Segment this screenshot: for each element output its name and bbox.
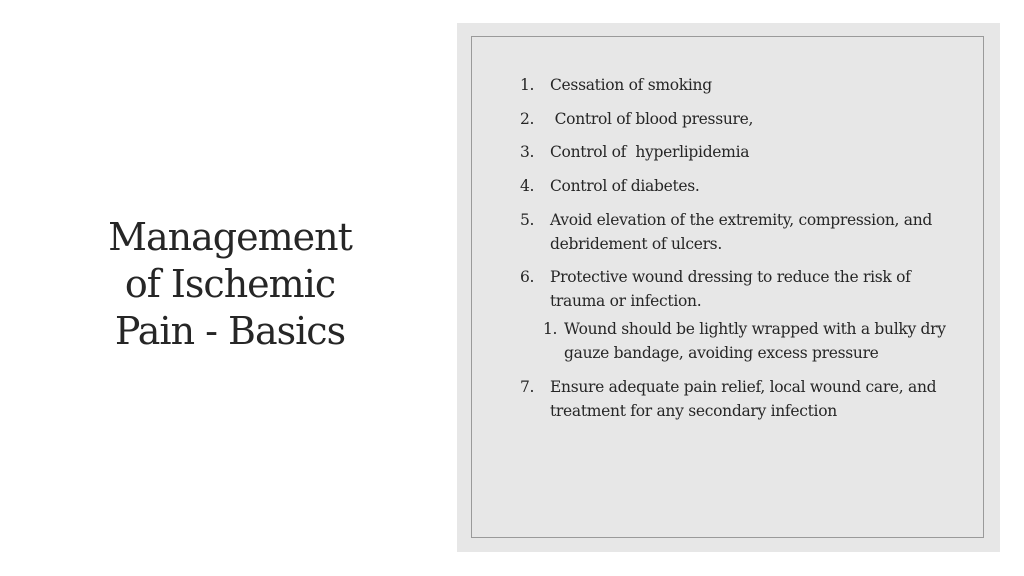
sub-list-item-number: 1. (543, 320, 558, 339)
list-item-number: 5. (520, 210, 535, 229)
list-item (520, 107, 950, 131)
list-item (520, 375, 950, 423)
sub-list-item-text: Wound should be lightly wrapped with a bulky dry gauze bandage, avoiding excess pressure (564, 320, 946, 363)
title-line-1: Management (108, 215, 352, 259)
list-item (520, 174, 950, 198)
list-item-text: Ensure adequate pain relief, local wound care, and treatment for any secondary infection (550, 378, 937, 421)
list-item-text: Protective wound dressing to reduce the risk of trauma or infection. (550, 268, 911, 311)
management-list (520, 73, 950, 433)
list-item-text: Avoid elevation of the extremity, compression, and debridement of ulcers. (550, 210, 933, 253)
list-item (520, 265, 950, 365)
slide-title (60, 214, 400, 355)
list-item-text: Control of hyperlipidemia (550, 143, 750, 162)
content-panel-border (471, 36, 984, 538)
list-item-number: 1. (520, 76, 535, 94)
list-item-number: 2. (520, 109, 535, 128)
sub-list-item (543, 317, 950, 365)
title-line-2: of Ischemic (124, 262, 336, 306)
title-line-3: Pain - Basics (114, 309, 346, 353)
list-item-number: 4. (520, 177, 535, 196)
list-item (520, 140, 950, 164)
list-item-text: Control of diabetes. (550, 177, 700, 196)
list-item-text: Control of blood pressure, (550, 109, 754, 128)
content-panel (457, 23, 1000, 552)
list-item (520, 73, 950, 97)
list-item-number: 3. (520, 143, 535, 162)
list-item-text: Cessation of smoking (550, 76, 712, 94)
list-item-number: 7. (520, 378, 535, 397)
list-item (520, 208, 950, 256)
list-item-number: 6. (520, 268, 535, 287)
sub-list (543, 317, 950, 365)
